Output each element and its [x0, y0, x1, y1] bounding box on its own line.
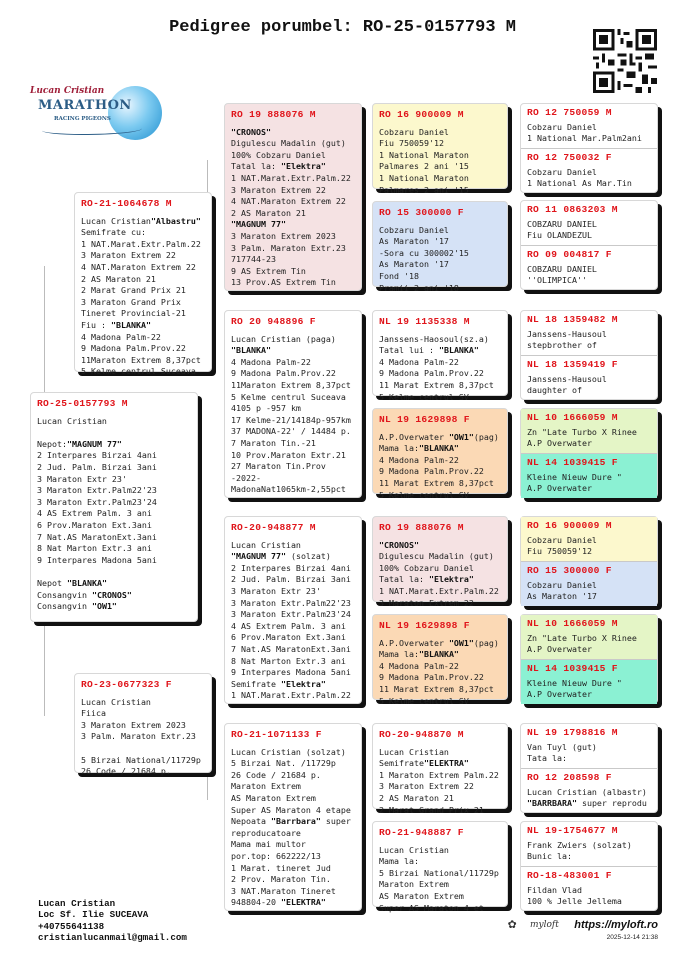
ring-number: RO-25-0157793 M [37, 398, 128, 409]
card-line: MadonaNat1065km-2,55pct [231, 484, 346, 495]
card-line: 9 Madona Palm.Prov.22 [81, 343, 186, 354]
card-line [37, 427, 191, 439]
gen4-pair-card [520, 516, 658, 606]
card-line: 3 Maraton Extrem 2023 [231, 230, 336, 241]
card-line: 3 NAT.Maraton Tineret [231, 885, 336, 896]
card-line: 9 Madona Palm.Prov.22 [379, 672, 484, 683]
owner-info [38, 898, 187, 943]
card-lines [527, 427, 651, 450]
ring-number: RO-21-948887 F [379, 827, 464, 838]
card-line: Mama la:"BLANKA" [379, 443, 459, 454]
card-line: Lucan Cristian [379, 746, 449, 757]
card-line: 11 Marat Extrem 8,37pct [379, 379, 494, 390]
card-line: Palmares 2 ani '15 [379, 184, 469, 195]
card-lines [527, 535, 651, 558]
card-line: 3 Maraton Grand Prix [81, 296, 181, 307]
card-line: 3 Palm. Maraton Extr.23 [231, 242, 346, 253]
card-line: "BLANKA" [231, 345, 271, 356]
card-line: COBZARU DANIEL [527, 218, 597, 229]
card-line: Fiu 750059'12 [527, 546, 592, 557]
ring-number: NL 19 1135338 M [379, 316, 470, 327]
card-line: Tata la: [527, 753, 567, 764]
ring-number: RO 16 900009 M [527, 520, 612, 531]
card-line [81, 743, 205, 755]
card-lines [231, 127, 355, 289]
card-line: 5 Birzai Nat. /11729p [231, 758, 336, 769]
card-line: Super AS Maraton 4 et [379, 902, 484, 913]
logo-script-text: Lucan Cristian [30, 86, 105, 96]
card-line: 5 Kelme centrul Suceava [231, 391, 346, 402]
card-line: Semifrate"ELEKTRA" [379, 758, 469, 769]
card-line [37, 566, 191, 578]
card-line: Lucan Cristian (albastr) [527, 786, 647, 797]
card-line: 3 Maraton Extr.Palm23'24 [231, 609, 351, 620]
gen3-card[interactable] [372, 103, 508, 195]
card-lines [379, 225, 501, 295]
card-line: 5 Kelme centrul Suceava [81, 366, 196, 377]
ring-number: RO 12 750032 F [527, 152, 612, 163]
card-lines [527, 472, 651, 495]
ring-number: RO 19 888076 M [379, 522, 464, 533]
card-lines [527, 167, 651, 190]
gen3-card[interactable] [372, 821, 508, 913]
card-line: 1 National Maraton [379, 172, 469, 183]
card-line: 37 MADONA-22' / 14484 p. [231, 426, 351, 437]
card-line: 8 Nat Marton Extr.3 ani [231, 655, 346, 666]
card-line: 7 Nat.AS MaratonExt.3ani [231, 643, 351, 654]
card-line: Fiu : "BLANKA" [81, 319, 151, 330]
gen4-pair-card [520, 310, 658, 400]
gen3-card[interactable] [372, 614, 508, 706]
gen4-ancestor[interactable] [521, 245, 657, 290]
card-line: COBZARU DANIEL [527, 263, 597, 274]
ring-number: RO-20-948877 M [231, 522, 316, 533]
ring-number: RO-23-0677323 F [81, 679, 172, 690]
card-line: Maraton Extrem [231, 781, 301, 792]
card-lines [379, 845, 501, 915]
ring-number: RO-18-483001 F [527, 870, 612, 881]
card-line: 100% Cobzaru Daniel [231, 149, 326, 160]
card-lines [527, 840, 651, 863]
print-timestamp: 2025-12-14 21:38 [606, 934, 658, 941]
ring-number: RO-21-1071133 F [231, 729, 322, 740]
card-line: 3 Maraton Extrem 2023 [81, 719, 186, 730]
card-line: 4 NAT.Maraton Extrem 22 [231, 196, 346, 207]
card-lines [379, 747, 501, 817]
card-line: As Maraton '17 [379, 259, 449, 270]
ring-number: NL 19-1754677 M [527, 825, 618, 836]
card-line: 2 AS Maraton 21 [81, 273, 156, 284]
card-line: Kleine Nieuw Dure " [527, 677, 622, 688]
card-line: A.P Overwater [527, 644, 592, 655]
card-line: 717744-23 [231, 254, 276, 265]
card-line: "CRONOS" [231, 126, 271, 137]
card-line: 3 Maraton Extr.Palm22'23 [231, 597, 351, 608]
gen4-ancestor[interactable] [521, 561, 657, 606]
card-line: 2 Jud. Palm. Birzai 3ani [231, 574, 351, 585]
ring-number: RO 12 208598 F [527, 772, 612, 783]
card-line: 9 Madona Palm.Prov.22 [379, 368, 484, 379]
card-line: A.P Overwater [527, 438, 592, 449]
gen3-card[interactable] [372, 723, 508, 815]
gen4-ancestor[interactable] [521, 104, 657, 148]
card-line: Digulescu Madalin (gut) [379, 551, 494, 562]
gen3-card[interactable] [372, 516, 508, 608]
card-line: 2 Jud. Palm. Birzai 3ani [37, 461, 157, 472]
grandsire-paternal-card[interactable] [224, 103, 362, 291]
brand-name: myloft [530, 920, 559, 930]
card-lines [379, 334, 501, 404]
card-lines [527, 633, 651, 656]
card-line: Tatal la: "Elektra" [231, 161, 326, 172]
ring-number: NL 10 1666059 M [527, 412, 618, 423]
card-line: 9 Interpares Madona 5ani [231, 667, 351, 678]
card-lines [527, 580, 651, 603]
card-line: Super AS Maraton 4 etape [231, 804, 351, 815]
card-line: Cobzaru Daniel [379, 224, 449, 235]
card-line: "BARRBARA" super reprodu [527, 798, 647, 809]
card-line: Fond '18 [379, 270, 419, 281]
card-line: 2 Interpares Birzai 4ani [37, 450, 157, 461]
card-line: 4 Madona Palm-22 [231, 356, 311, 367]
ring-number: RO 11 0863203 M [527, 204, 618, 215]
card-line: Cobzaru Daniel [527, 534, 597, 545]
card-line: Cobzaru Daniel [527, 166, 597, 177]
sire-card[interactable] [74, 192, 212, 377]
ring-number: RO 19 888076 M [231, 109, 316, 120]
ring-number: RO-21-1064678 M [81, 198, 172, 209]
card-line: 26 Code / 21684 p. [81, 766, 171, 777]
card-line: 6 Prov.Maraton Ext.3ani [231, 632, 346, 643]
card-line: As Maraton '17 [527, 591, 597, 602]
card-line: Mama mai multor [231, 839, 306, 850]
card-lines [379, 127, 501, 197]
card-line: A.P Overwater [527, 483, 592, 494]
owner-email[interactable]: cristianlucanmail@gmail.com [38, 931, 187, 943]
card-line: 3 Maraton Extrem 22 [81, 250, 176, 261]
ring-number: NL 19 1629898 F [379, 620, 470, 631]
card-line: ''OLIMPICA'' [527, 275, 587, 286]
ring-number: NL 18 1359482 M [527, 314, 618, 325]
card-line: 3 Maraton Extrem 22 [231, 184, 326, 195]
card-line: 4 Madona Palm-22 [379, 660, 459, 671]
gen4-ancestor[interactable] [521, 201, 657, 245]
granddam-maternal-card[interactable] [224, 723, 362, 911]
card-lines [37, 416, 191, 613]
card-line: Maraton Extrem [379, 879, 449, 890]
card-line: Palmares 2 ani '15 [379, 161, 469, 172]
ring-number: NL 14 1039415 F [527, 663, 618, 674]
card-line: stepbrother of [527, 340, 597, 351]
card-line: 1 NAT.Marat.Extr.Palm.22 [231, 690, 351, 701]
grandsire-maternal-card[interactable] [224, 516, 362, 704]
card-line: 3 Maraton Extr 23' [37, 473, 127, 484]
card-line: 1 NAT.Marat.Extr.Palm.22 [231, 172, 351, 183]
card-line: Consangvin "OW1" [37, 601, 117, 612]
gen4-ancestor[interactable] [521, 724, 657, 768]
card-line: 8 Nat Marton Extr.3 ani [37, 543, 152, 554]
owner-phone: +40755641138 [38, 920, 105, 932]
card-line: 4 NAT.Maraton Extrem 22 [81, 261, 196, 272]
card-line: Lucan Cristian [231, 539, 301, 550]
gen4-ancestor[interactable] [521, 311, 657, 355]
card-line: Cobzaru Daniel [527, 121, 597, 132]
card-line: 4 AS Extrem Palm. 3 ani [37, 508, 152, 519]
card-line: 2 Interpares Birzai 4ani [231, 562, 351, 573]
card-line: "MAGNUM 77" (solzat) [231, 551, 331, 562]
ring-number: NL 10 1666059 M [527, 618, 618, 629]
card-line: Consangvin "CRONOS" [37, 589, 132, 600]
card-line: daughter of [527, 385, 582, 396]
granddam-paternal-card[interactable] [224, 310, 362, 498]
card-line: Tatal la: "Elektra" [379, 574, 474, 585]
card-line: Lucan Cristian [379, 844, 449, 855]
card-line: 3 Maraton Extrem 22 [379, 781, 474, 792]
ring-number: NL 19 1629898 F [379, 414, 470, 425]
card-line: Janssens-Hausoul [527, 373, 607, 384]
ring-number: RO 16 900009 M [379, 109, 464, 120]
ring-number: RO 15 300000 F [379, 207, 464, 218]
gen4-ancestor[interactable] [521, 355, 657, 400]
card-line: Cobzaru Daniel [379, 126, 449, 137]
gen4-pair-card [520, 821, 658, 911]
card-line: A.P Overwater [527, 689, 592, 700]
card-line: 4 AS Extrem Palm. 3 ani [231, 620, 346, 631]
card-line: Semifrate cu: [81, 227, 146, 238]
card-line: Digulescu Madalin (gut) [231, 138, 346, 149]
card-line: 3 Maraton Extr.Palm22'23 [37, 485, 157, 496]
card-line: 9 Madona Palm.Prov.22 [231, 368, 336, 379]
card-line: A.P.Overwater "OW1"(pag) [379, 637, 499, 648]
card-lines [379, 638, 501, 708]
gen4-ancestor[interactable] [521, 768, 657, 813]
card-lines [527, 219, 651, 242]
card-line: Janssens-Haosoul(sz.a) [379, 333, 489, 344]
card-line: Nepoata "Barrbara" super [231, 816, 351, 827]
bird-icon: ✿ [508, 916, 517, 932]
brand-url-link[interactable]: https://myloft.ro [574, 919, 658, 931]
gen4-ancestor[interactable] [521, 615, 657, 659]
card-line: 3 Maraton Extr.Palm23'24 [37, 496, 157, 507]
card-line: 1 NAT.Marat.Extr.Palm.22 [81, 238, 201, 249]
card-line: 3 Palm. Maraton Extr.23 [81, 731, 196, 742]
card-lines [527, 264, 651, 287]
card-line: Lucan Cristian (paga) [231, 333, 336, 344]
card-line: Kleine Nieuw Dure " [527, 471, 622, 482]
owner-name: Lucan Cristian [38, 898, 116, 909]
card-line: 10 Prov.Maraton Extr.21 [231, 449, 346, 460]
card-line: 2 AS Maraton 21 [231, 207, 306, 218]
card-line: 1 National Maraton [379, 149, 469, 160]
card-line: Semifrate "Elektra" [231, 678, 326, 689]
subject-card[interactable] [30, 392, 198, 622]
card-lines [527, 374, 651, 397]
card-line: AS Maraton Extrem [379, 890, 464, 901]
card-line: 4 Madona Palm-22 [379, 356, 459, 367]
card-line: 5 Birzai National/11729p [379, 867, 499, 878]
card-line: por.top: 662222/13 [231, 850, 321, 861]
card-line: 5 Kelme centrul SV [379, 391, 469, 402]
card-line: Lucan Cristian (solzat) [231, 746, 346, 757]
card-line: 1 NAT.Marat.Extr.Palm.22 [379, 585, 499, 596]
card-line: 6 Prov.Maraton Ext.3ani [37, 519, 152, 530]
card-line: Nepot "BLANKA" [37, 577, 107, 588]
card-line: Fildan Vlad [527, 884, 582, 895]
ring-number: NL 14 1039415 F [527, 457, 618, 468]
card-line: "CRONOS" [379, 539, 419, 550]
card-line: Mama la: [379, 856, 419, 867]
ring-number: RO 15 300000 F [527, 565, 612, 576]
ring-number: NL 18 1359419 F [527, 359, 618, 370]
card-line: 11 Marat Extrem 8,37pct [379, 683, 494, 694]
gen4-pair-card [520, 614, 658, 704]
card-line: 100% Cobzaru Daniel [379, 562, 474, 573]
card-line: Nepot:"MAGNUM 77" [37, 438, 122, 449]
card-lines [81, 697, 205, 778]
card-lines [527, 329, 651, 352]
card-line: 1 Maraton Extrem Palm.22 [379, 769, 499, 780]
card-line: 5 Birzai National/11729p [81, 754, 201, 765]
logo-sub-text: RACING PIGEONS [54, 116, 111, 122]
card-line: 1 Marat. tineret Jud [231, 862, 331, 873]
card-line: AS Maraton Extrem [231, 792, 316, 803]
card-line: 1 National As Mar.Tin [527, 178, 632, 189]
card-line: 26 Code / 21684 p. [231, 769, 321, 780]
card-line: Fiu OLANDEZUL [527, 230, 592, 241]
gen4-ancestor[interactable] [521, 517, 657, 561]
card-line: 100 % Jelle Jellema [527, 896, 622, 907]
card-line: Tineret Provincial-21 [81, 308, 186, 319]
card-line: 11Maraton Extrem 8,37pct [231, 379, 351, 390]
card-line: Lucan Cristian"Albastru" [81, 215, 201, 226]
card-line: As Maraton '17 [379, 236, 449, 247]
gen4-pair-card [520, 103, 658, 193]
card-line: 7 Nat.AS MaratonExt.3ani [37, 531, 157, 542]
card-line: 4 Madona Palm-22 [81, 331, 161, 342]
gen4-ancestor[interactable] [521, 822, 657, 866]
card-line: Van Tuyl (gut) [527, 741, 597, 752]
card-line: 11Maraton Extrem 8,37pct [81, 354, 201, 365]
ring-number: RO 09 004817 F [527, 249, 612, 260]
page-title: Pedigree porumbel: RO-25-0157793 M [169, 18, 516, 37]
card-line: Cobzaru Daniel [527, 579, 597, 590]
ring-number: RO 12 750059 M [527, 107, 612, 118]
card-lines [527, 742, 651, 765]
gen3-card[interactable] [372, 408, 508, 500]
card-line: Lucan Cristian [37, 415, 107, 426]
card-lines [527, 122, 651, 145]
logo-main-text: MARATHON [38, 98, 132, 113]
ring-number: NL 19 1798816 M [527, 727, 618, 738]
ring-number: RO 20 948896 F [231, 316, 316, 327]
card-line: 11 Marat Extrem 8,37pct [379, 477, 494, 488]
card-lines [81, 216, 205, 378]
card-line: 4 Madona Palm-22 [379, 454, 459, 465]
owner-address: Loc Sf. Ilie SUCEAVA [38, 909, 149, 921]
gen4-ancestor[interactable] [521, 866, 657, 911]
card-line: 5 Kelme centrul SV [379, 695, 469, 706]
card-line: 27 Maraton Tin.Prov [231, 461, 326, 472]
card-line: 17 Kelme-21/14184p-957km [231, 414, 351, 425]
card-line: 7 Maraton Tin.-21 [231, 437, 316, 448]
card-line: 3 Maraton Extr 23' [231, 585, 321, 596]
card-line: Fiica [81, 708, 106, 719]
card-line: 13 Prov.AS Extrem Tin [231, 277, 336, 288]
card-line: reproducatoare [231, 827, 301, 838]
card-lines [527, 787, 651, 810]
card-line: Lucan Cristian [81, 696, 151, 707]
card-line: Fiu 750059'12 [379, 138, 444, 149]
card-line: A.P.Overwater "OW1"(pag) [379, 431, 499, 442]
gen3-card[interactable] [372, 310, 508, 402]
card-line: Zn "Late Turbo X Rinee [527, 632, 637, 643]
ring-number: RO-20-948870 M [379, 729, 464, 740]
card-line: Pramii 2 ani '18 [379, 282, 459, 293]
card-line: -Sora cu 300002'15 [379, 247, 469, 258]
card-line: 2 AS Maraton 21 [379, 792, 454, 803]
gen4-ancestor[interactable] [521, 409, 657, 453]
card-line: Mama la:"BLANKA" [379, 649, 459, 660]
card-lines [379, 432, 501, 502]
card-line: 9 Madona Palm.Prov.22 [379, 466, 484, 477]
connector-subject-sire [44, 266, 45, 396]
gen4-ancestor[interactable] [521, 659, 657, 704]
gen4-pair-card [520, 200, 658, 290]
gen4-pair-card [520, 723, 658, 813]
card-lines [379, 540, 501, 610]
card-line: 5 Kelme centrul SV [379, 489, 469, 500]
card-line: Zn "Late Turbo X Rinee [527, 426, 637, 437]
card-line: Bunic la: [527, 851, 572, 862]
card-line: 948804-20 "ELEKTRA" [231, 897, 326, 908]
card-line: 9 AS Extrem Tin [231, 265, 306, 276]
card-line: 4105 p -957 km [231, 403, 301, 414]
gen4-ancestor[interactable] [521, 148, 657, 193]
card-line: 1 National Mar.Palm2ani [527, 133, 642, 144]
card-line: -2022- [231, 472, 261, 483]
card-lines [231, 334, 355, 496]
card-line: 9 Interpares Madona 5ani [37, 554, 157, 565]
card-line: 3 Maraton Extrem 22 [379, 597, 474, 608]
card-lines [527, 885, 651, 908]
card-lines [231, 747, 355, 909]
card-lines [527, 678, 651, 701]
card-lines [231, 540, 355, 702]
card-line: 2 Marat Grand Prix 21 [81, 285, 186, 296]
card-line: Janssens-Hausoul [527, 328, 607, 339]
card-line: "MAGNUM 77" [231, 219, 286, 230]
gen4-ancestor[interactable] [521, 453, 657, 498]
gen4-pair-card [520, 408, 658, 498]
card-line: Tatal lui : "BLANKA" [379, 345, 479, 356]
qr-code-icon [591, 29, 659, 93]
card-line: Frank Zwiers (solzat) [527, 839, 632, 850]
card-line: 2 Marat Grand Prix 21 [379, 804, 484, 815]
gen3-card[interactable] [372, 201, 508, 293]
dam-card[interactable] [74, 673, 212, 777]
card-line: 2 Prov. Maraton Tin. [231, 874, 331, 885]
logo [26, 86, 176, 146]
